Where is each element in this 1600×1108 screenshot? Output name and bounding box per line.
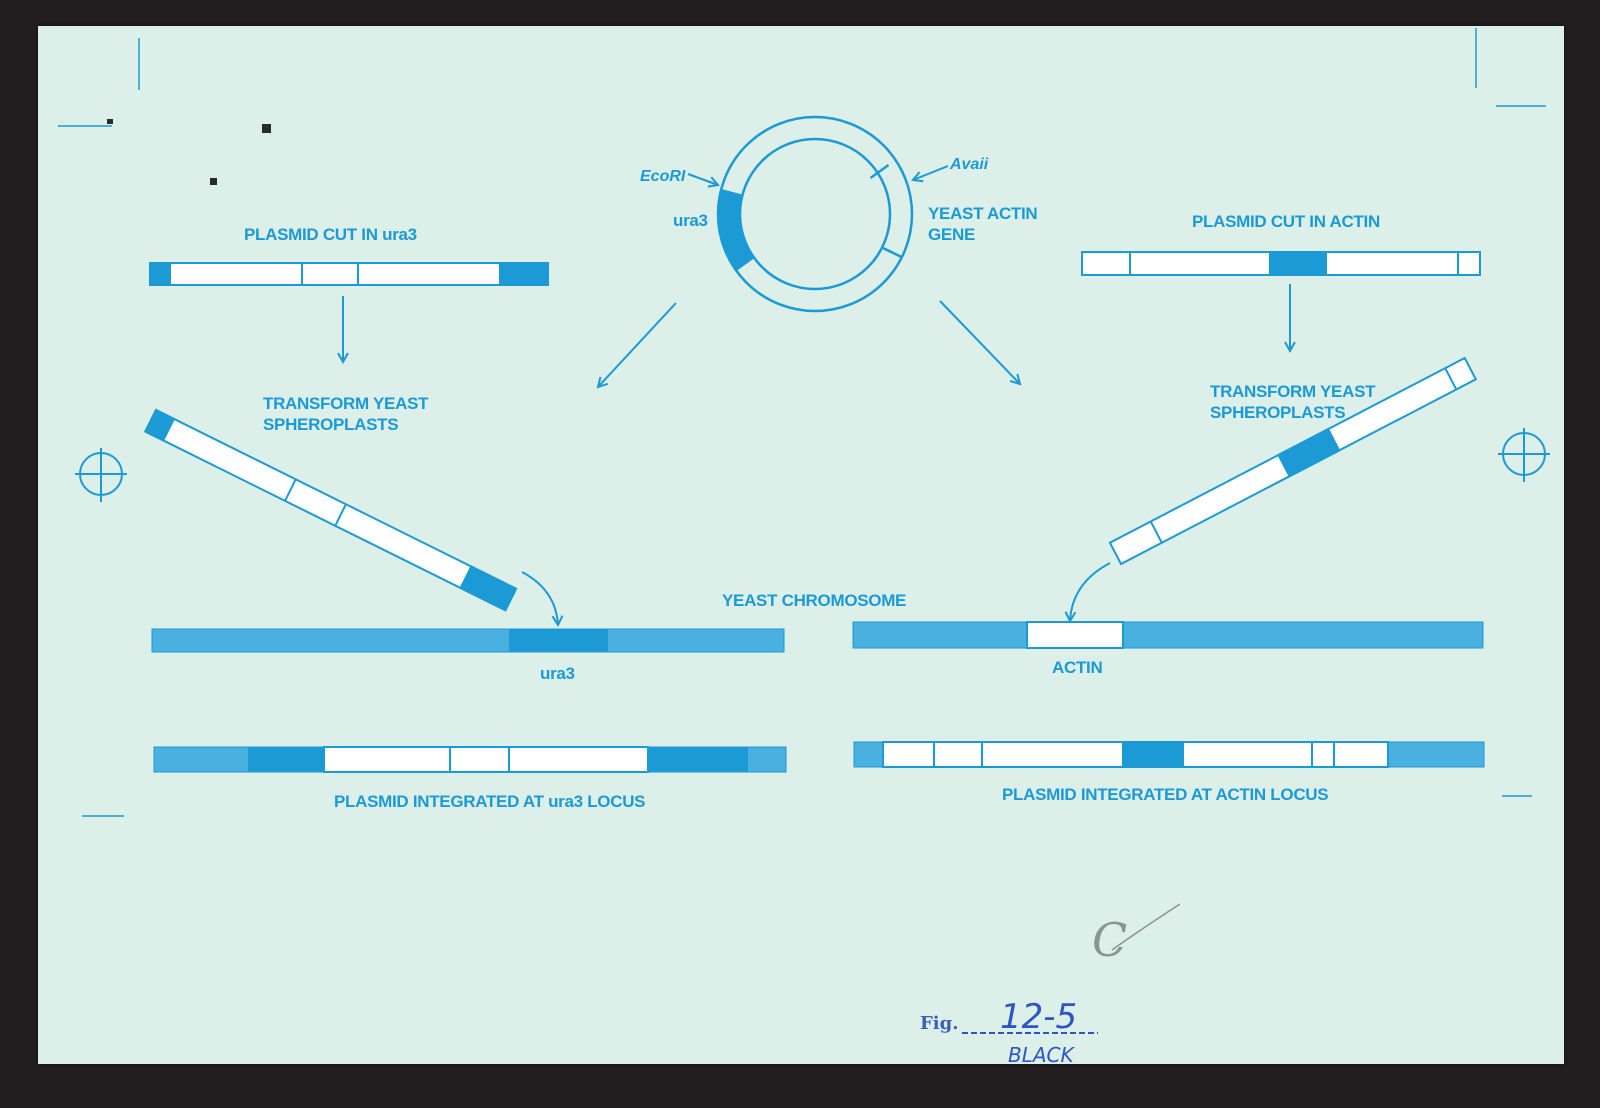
ura3-locus-label: ura3 — [540, 664, 575, 683]
ura3-segment-label: ura3 — [673, 211, 708, 230]
ura3-segment-arc — [718, 189, 754, 271]
left-transform-line1: TRANSFORM YEAST — [263, 394, 429, 413]
actin-gene-label-line2: GENE — [928, 225, 975, 244]
ecori-label: EcoRI — [640, 168, 686, 185]
avaii-label: Avaii — [950, 156, 989, 173]
right-transform-line2: SPHEROPLASTS — [1210, 403, 1346, 422]
registration-target-right — [1498, 428, 1550, 482]
avaii-pointer — [913, 166, 948, 180]
figure-prefix: Fig. — [920, 1013, 959, 1034]
left-cut-title: PLASMID CUT IN ura3 — [244, 225, 417, 244]
check-mark: C — [1092, 913, 1128, 967]
right-chromosome — [853, 622, 1483, 648]
actin-locus-label: ACTIN — [1052, 658, 1103, 677]
actin-segment-end — [882, 248, 902, 258]
paper-blemishes — [107, 119, 271, 185]
right-insertion-arrow — [1070, 563, 1110, 621]
left-integrated-title: PLASMID INTEGRATED AT ura3 LOCUS — [334, 792, 646, 811]
left-chromosome — [152, 629, 784, 652]
figure-number: 12-5 — [1000, 997, 1078, 1037]
branch-arrow-right — [940, 301, 1020, 384]
left-transform-line2: SPHEROPLASTS — [263, 415, 399, 434]
right-integrated-chromosome — [854, 742, 1484, 767]
left-linear-plasmid — [150, 263, 548, 285]
right-linear-plasmid — [1082, 252, 1480, 275]
right-cut-title: PLASMID CUT IN ACTIN — [1192, 212, 1380, 231]
right-transform-line1: TRANSFORM YEAST — [1210, 382, 1376, 401]
registration-target-left — [75, 448, 127, 502]
actin-gene-label-line1: YEAST ACTIN — [928, 204, 1038, 223]
left-insertion-arrow — [522, 572, 558, 625]
right-integrated-title: PLASMID INTEGRATED AT ACTIN LOCUS — [1002, 785, 1329, 804]
figure-color-note: BLACK — [1008, 1043, 1074, 1067]
left-tilted-plasmid — [145, 410, 516, 610]
plasmid-circle — [718, 117, 912, 311]
branch-arrow-left — [598, 303, 676, 387]
left-integrated-chromosome — [154, 747, 786, 772]
ecori-pointer — [688, 174, 718, 185]
chromosome-title: YEAST CHROMOSOME — [722, 591, 907, 610]
